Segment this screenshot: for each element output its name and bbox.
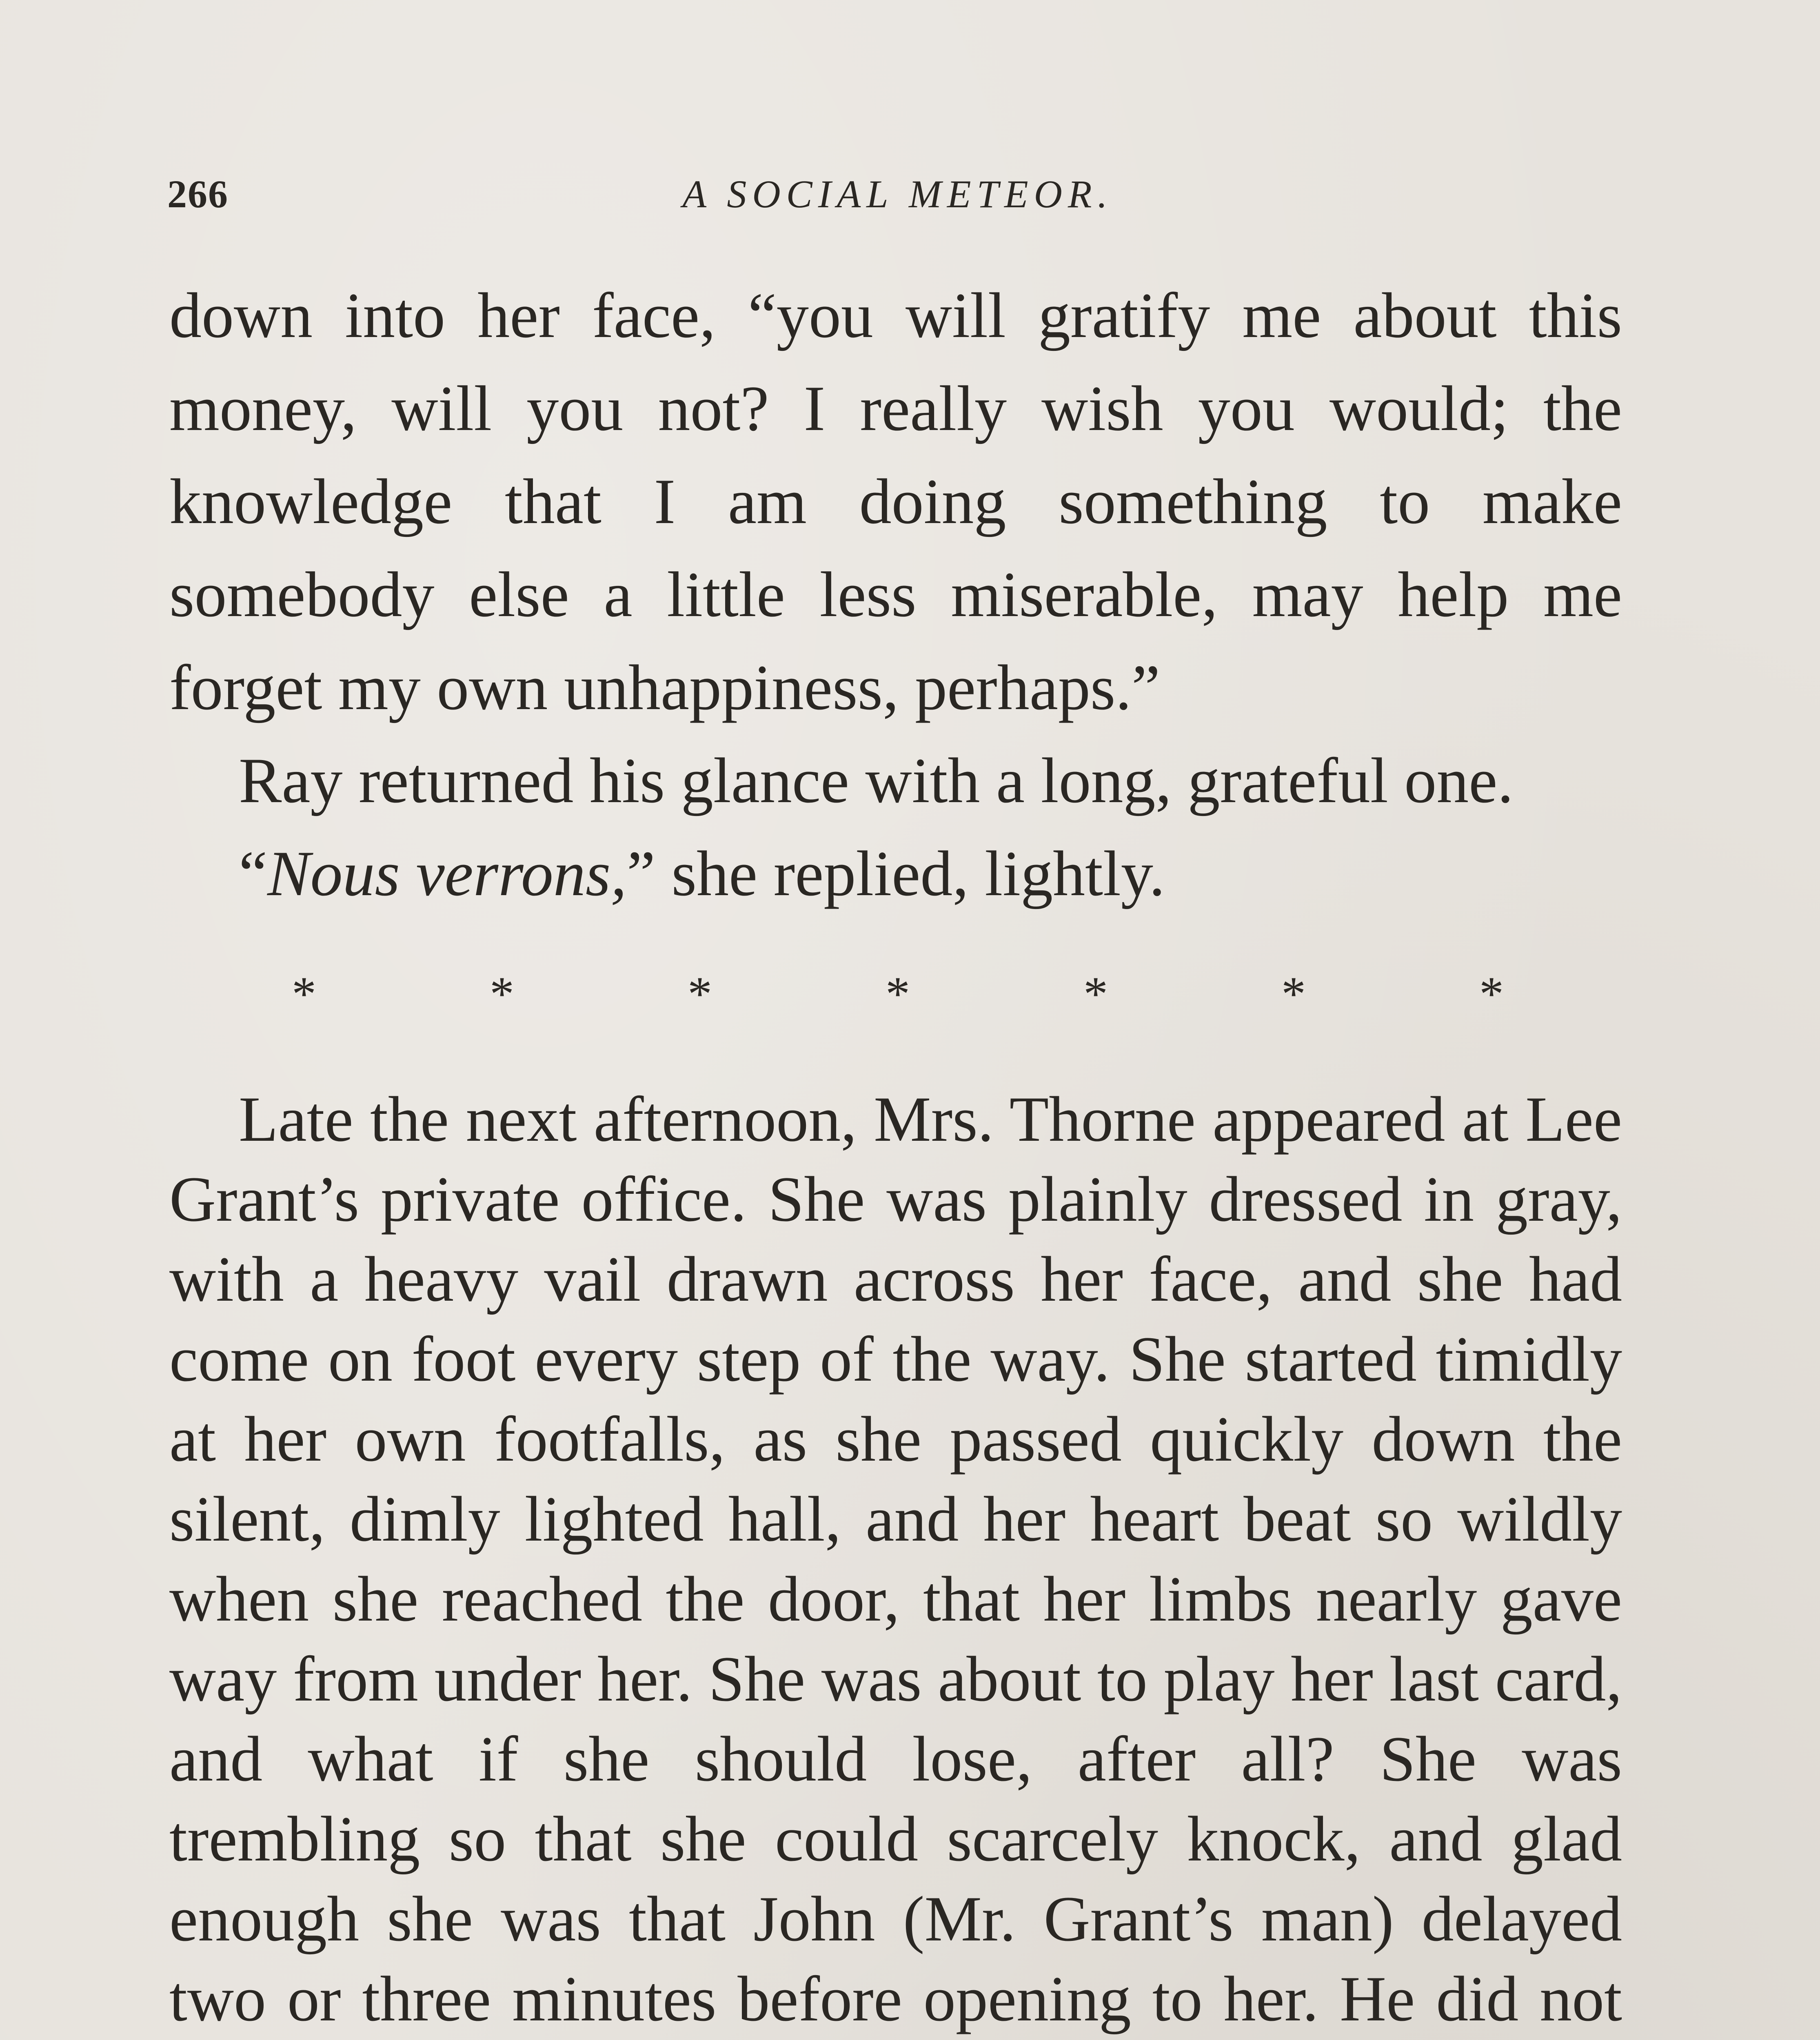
paragraph-nous-verrons: [169, 827, 1622, 920]
section-break: [292, 967, 1504, 1021]
asterisk: *: [1479, 967, 1504, 1021]
reply-text: ” she replied, lightly.: [626, 838, 1165, 909]
paragraph-ray-returned: Ray returned his glance with a long, grateful one.: [239, 745, 1514, 816]
asterisk: *: [490, 967, 514, 1021]
asterisk: *: [1281, 967, 1306, 1021]
body-text: [169, 269, 1622, 2040]
french-phrase: Nous verrons,: [267, 838, 627, 909]
asterisk: *: [886, 967, 910, 1021]
book-title: A SOCIAL METEOR.: [682, 172, 1113, 216]
paragraph-continued: down into her face, “you will gratify me about this money, will you not? I really wish you would; the knowledge that I am doing something to make somebody else a little less miserable, may help me forget my own unhappiness, perhaps.”: [169, 280, 1622, 723]
paragraph-mrs-thorne: Late the next afternoon, Mrs. Thorne appeared at Lee Grant’s private office. She was plainly dressed in gray, with a heavy vail drawn across her face, and she had come on foot every step of the way. She started timidly at her own footfalls, as she passed quickly down the silent, dimly lighted hall, and her heart beat so wildly when she reached the door, that her limbs nearly gave way from under her. She was about to play her last card, and what if she should lose, after all? She was trembling so that she could scarcely knock, and glad enough she was that John (Mr. Grant’s man) delayed two or three minutes before opening to her. He did not: [169, 1084, 1622, 2035]
asterisk: *: [1083, 967, 1108, 1021]
asterisk: *: [292, 967, 316, 1021]
page-number: 266: [167, 172, 229, 216]
asterisk: *: [688, 967, 712, 1021]
open-quote: “: [239, 838, 268, 909]
running-head: [167, 163, 1628, 228]
